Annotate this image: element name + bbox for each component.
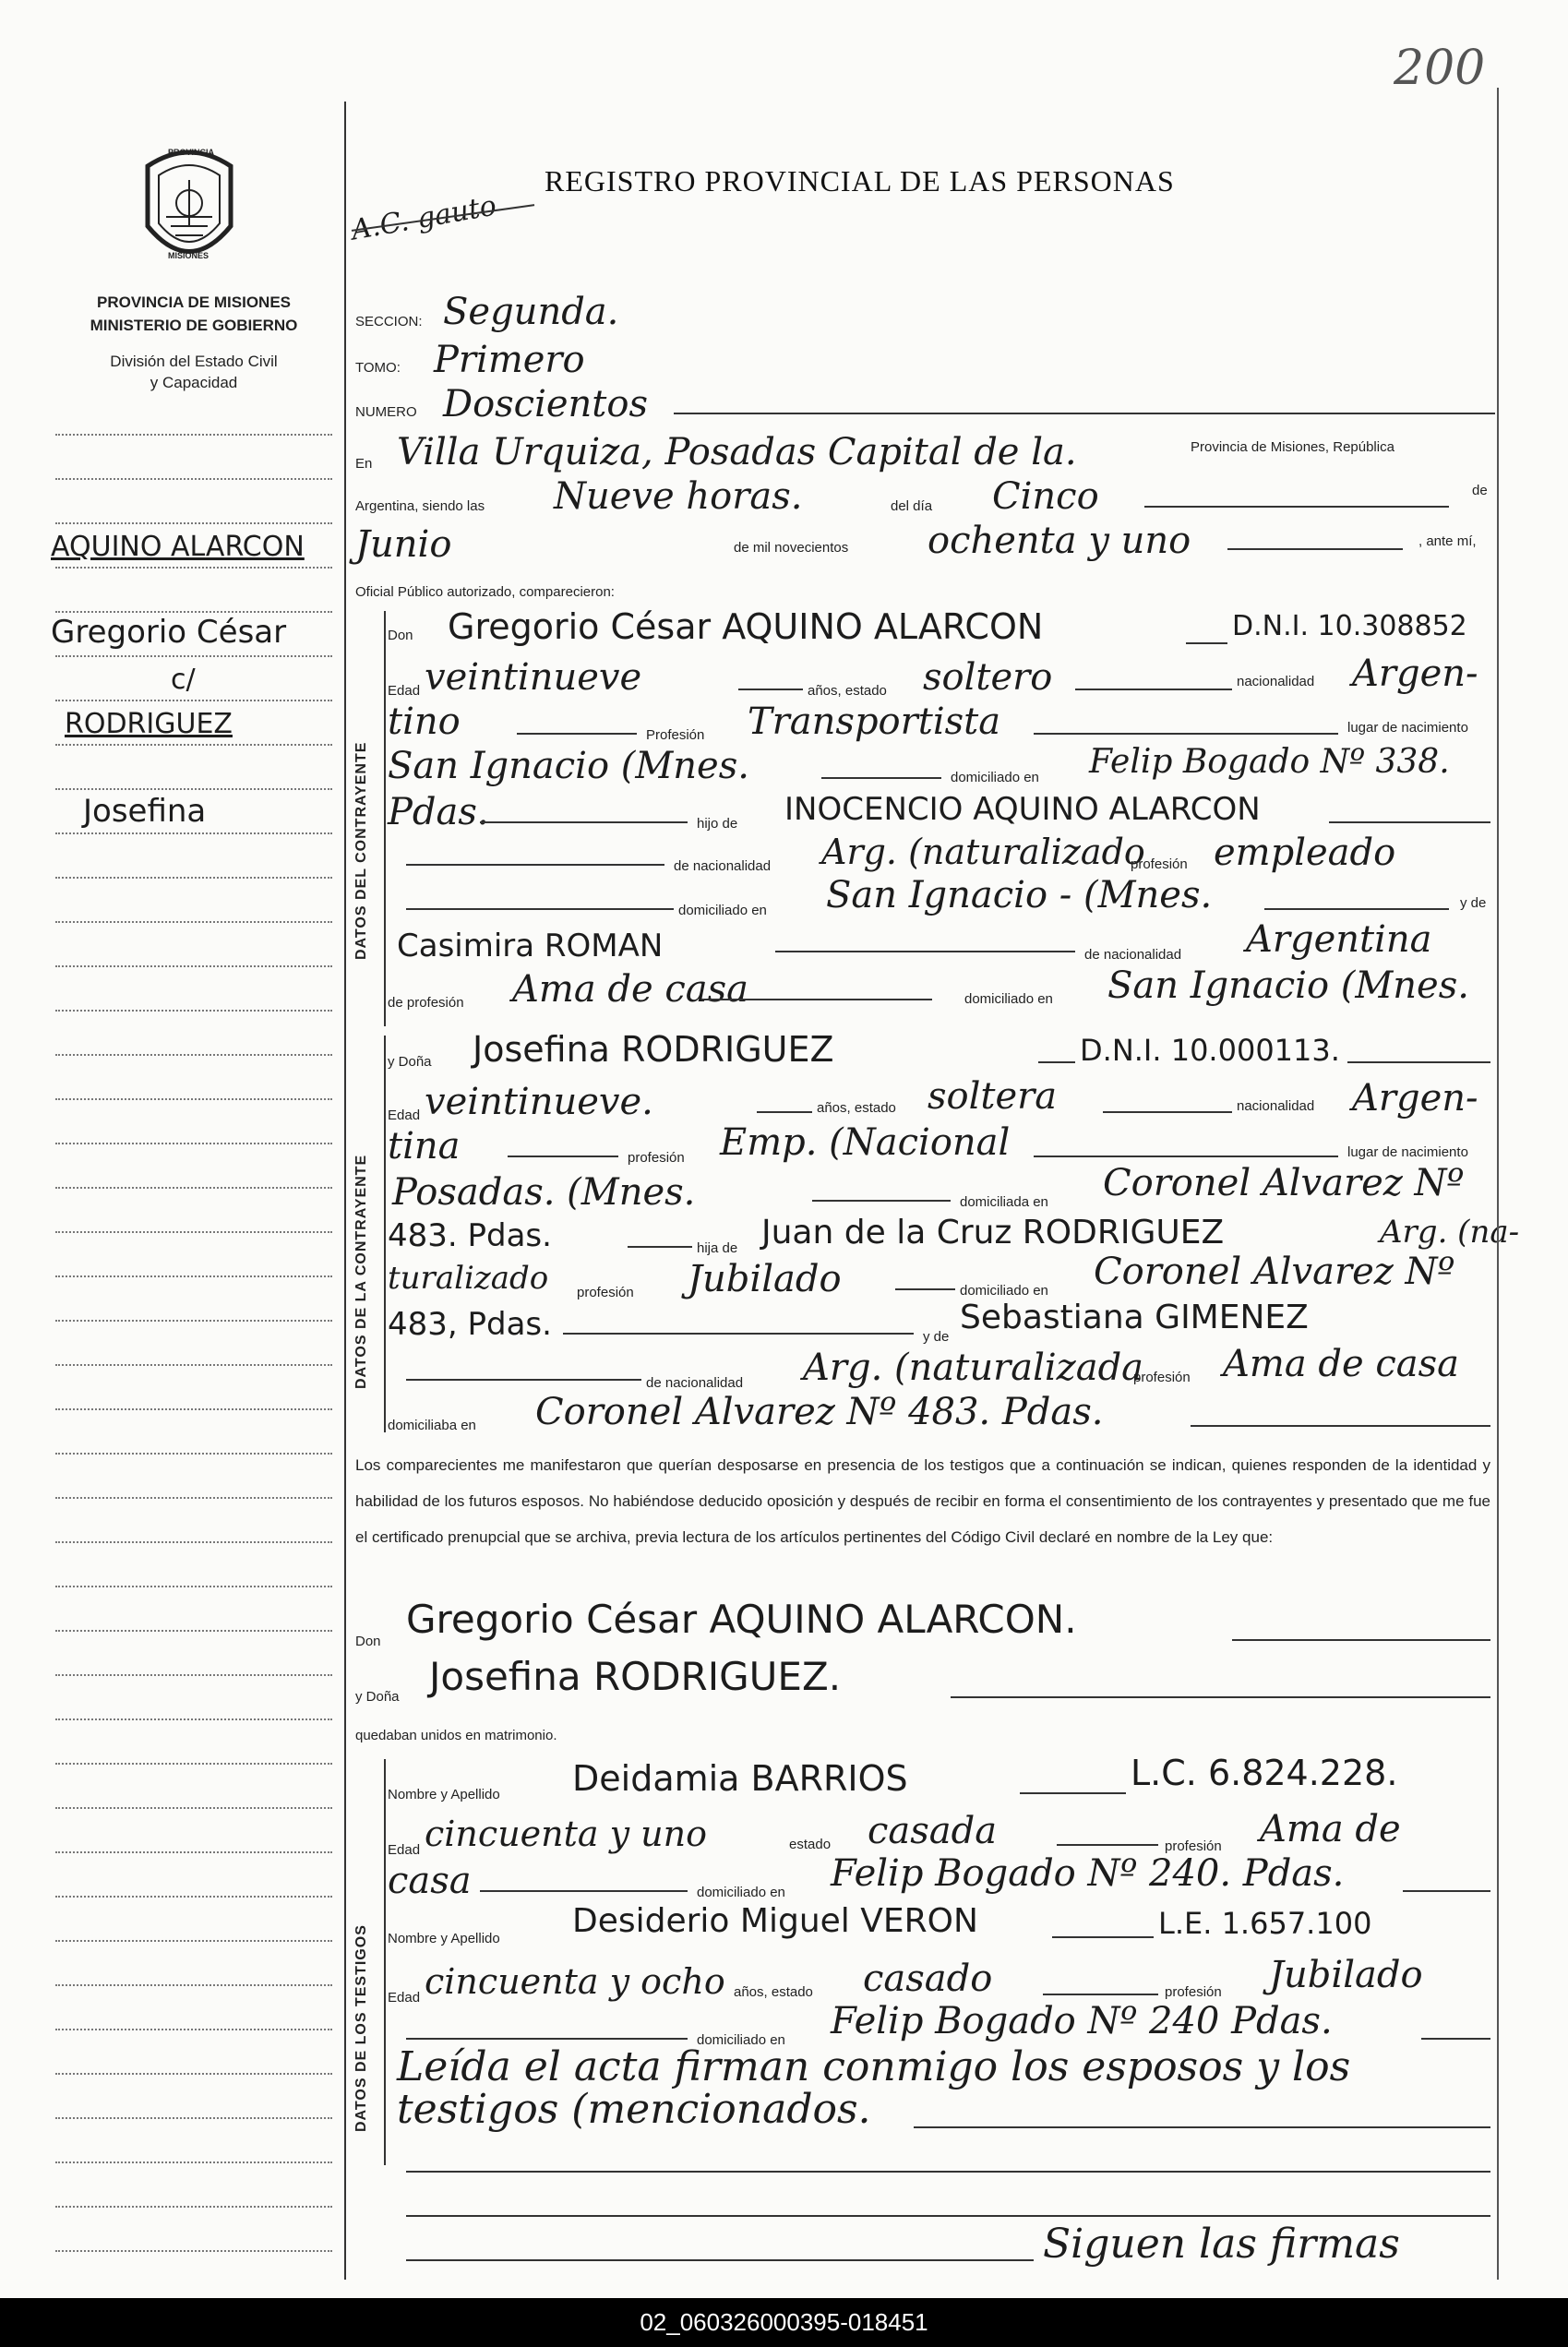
margin-rule [55, 1807, 332, 1809]
witness2-name: Desiderio Miguel VERON [572, 1902, 978, 1940]
margin-surname-2: RODRIGUEZ [65, 708, 233, 740]
groom-age: veintinueve [425, 656, 642, 699]
bride-y-de-label: y de [923, 1329, 950, 1345]
margin-rule [55, 1364, 332, 1366]
declaration-text: Los comparecientes me manifestaron que querían desposarse en presencia de los testigos que a continuación se indican, quienes responden de la identidad y habilidad de los futuros esposos. No habiéndose deducido oposición y después de recibir en forma el consentimiento de los contrayentes y presentado que me fue el certificado prenupcial que se archiva, previa lectura de los artículos pertinentes del Código Civil declaré en nombre de la Ley que: [355, 1456, 1490, 1546]
witness1-doc: L.C. 6.824.228. [1131, 1753, 1398, 1793]
groom-domicile: Felip Bogado Nº 338. [1089, 743, 1450, 781]
seccion-value: Segunda. [443, 291, 619, 333]
margin-rule [55, 1275, 332, 1277]
groom-mother: Casimira ROMAN [397, 928, 664, 964]
bride-anos-label: años, estado [817, 1100, 896, 1116]
bride-domicile-cont: 483. Pdas. [388, 1217, 552, 1254]
bride-dni: D.N.I. 10.000113. [1080, 1033, 1340, 1068]
margin-rule [55, 1763, 332, 1765]
ministry-name: MINISTERIO DE GOBIERNO [90, 317, 298, 334]
bride-mother-prof-label: profesión [1133, 1370, 1191, 1385]
witness1-domicile: Felip Bogado Nº 240. Pdas. [831, 1852, 1345, 1895]
margin-rule [55, 2161, 332, 2163]
witness1-profession: Ama de [1260, 1808, 1401, 1850]
groom-edad-label: Edad [388, 683, 421, 699]
year-label: de mil novecientos [734, 540, 849, 556]
witness2-doc: L.E. 1.657.100 [1158, 1906, 1372, 1941]
margin-rule [55, 744, 332, 746]
groom-mother-domicile: San Ignacio (Mnes. [1107, 964, 1469, 1007]
en-label: En [355, 456, 373, 472]
bride-father-domicile-cont: 483, Pdas. [388, 1306, 552, 1343]
declaration-bride: Josefina RODRIGUEZ. [429, 1654, 842, 1699]
groom-mother-profession: Ama de casa [512, 968, 748, 1011]
margin-rule [55, 832, 332, 834]
witnesses-section-label: DATOS DE LOS TESTIGOS [353, 1924, 369, 2132]
margin-rule [55, 478, 332, 480]
margin-rule [55, 1497, 332, 1499]
groom-name: Gregorio César AQUINO ALARCON [448, 606, 1044, 647]
margin-rule [55, 1187, 332, 1189]
groom-profession: Transportista [748, 701, 1001, 743]
witness1-estado: casada [868, 1810, 998, 1852]
margin-rule [55, 1054, 332, 1056]
bride-profession: Emp. (Nacional [720, 1121, 1011, 1164]
margin-rule [55, 1896, 332, 1898]
bride-father-dom-label: domiciliado en [960, 1283, 1048, 1299]
margin-rule [55, 567, 332, 569]
groom-father-dom-label: domiciliado en [678, 903, 767, 918]
groom-mother-prof-label: de profesión [388, 995, 464, 1011]
groom-father-nac-label: de nacionalidad [674, 858, 772, 874]
groom-birthplace: San Ignacio (Mnes. [388, 745, 749, 787]
bride-mother-nationality: Arg. (naturalizada [803, 1347, 1144, 1389]
margin-rule [55, 1320, 332, 1322]
groom-section-label: DATOS DEL CONTRAYENTE [353, 741, 369, 960]
margin-rule [55, 1010, 332, 1012]
ante-label: , ante mí, [1418, 533, 1477, 549]
margin-rule [55, 1718, 332, 1720]
margin-rule [55, 1453, 332, 1455]
hours-value: Nueve horas. [554, 475, 803, 518]
margin-rule [55, 1541, 332, 1543]
margin-rule [55, 965, 332, 967]
margin-rule [55, 522, 332, 524]
bride-father-nat: Arg. (na- [1380, 1214, 1520, 1251]
bride-mother-domicile: Coronel Alvarez Nº 483. Pdas. [535, 1391, 1104, 1433]
groom-nac-label: nacionalidad [1237, 674, 1315, 689]
month-value: Junio [355, 523, 452, 566]
margin-rule [55, 1674, 332, 1676]
groom-don-label: Don [388, 628, 413, 643]
registry-title: REGISTRO PROVINCIAL DE LAS PERSONAS [545, 164, 1175, 198]
witness2-age: cincuenta y ocho [425, 1961, 725, 2002]
margin-rule [55, 921, 332, 923]
bride-father-domicile: Coronel Alvarez Nº [1094, 1251, 1455, 1293]
margin-separator [344, 102, 346, 2280]
groom-estado: soltero [923, 656, 1053, 699]
bride-prof-label: profesión [628, 1150, 685, 1166]
witness-note-line-2: testigos (mencionados. [397, 2086, 871, 2133]
groom-y-de-label: y de [1460, 895, 1487, 911]
witness1-prof-label: profesión [1165, 1838, 1222, 1854]
groom-nationality-cont: tino [388, 701, 461, 743]
witness1-name: Deidamia BARRIOS [572, 1758, 908, 1799]
margin-rule [55, 1231, 332, 1233]
declaration-closing: quedaban unidos en matrimonio. [355, 1728, 557, 1743]
bride-mother-nac-label: de nacionalidad [646, 1375, 744, 1391]
witness2-dom-label: domiciliado en [697, 2032, 785, 2048]
witness1-estado-label: estado [789, 1837, 832, 1852]
margin-rule [55, 1984, 332, 1986]
groom-mother-nationality: Argentina [1246, 918, 1432, 961]
signatures-note: Siguen las firmas [1043, 2221, 1400, 2268]
seccion-label: SECCION: [355, 314, 423, 329]
tomo-value: Primero [434, 339, 585, 381]
groom-nationality: Argen- [1352, 653, 1478, 695]
bride-section-label: DATOS DE LA CONTRAYENTE [353, 1154, 369, 1389]
margin-rule [55, 1143, 332, 1144]
margin-given-2: Josefina [83, 793, 207, 830]
bride-lugar-label: lugar de nacimiento [1347, 1144, 1468, 1160]
margin-rule [55, 1586, 332, 1587]
province-label: Provincia de Misiones, República [1191, 439, 1394, 455]
bride-father-nat-cont: turalizado [388, 1260, 549, 1297]
tomo-label: TOMO: [355, 360, 401, 376]
witness1-age: cincuenta y uno [425, 1814, 708, 1854]
margin-rule [55, 1098, 332, 1100]
margin-rule [55, 2206, 332, 2208]
witness1-profession-cont: casa [388, 1860, 472, 1902]
bride-nac-label: nacionalidad [1237, 1098, 1315, 1114]
bride-nationality: Argen- [1352, 1077, 1478, 1120]
place-value: Villa Urquiza, Posadas Capital de la. [397, 431, 1077, 473]
groom-mother-dom-label: domiciliado en [964, 991, 1053, 1007]
witness2-label: Nombre y Apellido [388, 1931, 500, 1946]
seal-bottom-text: MISIONES [168, 251, 209, 260]
margin-rule [55, 1408, 332, 1410]
bride-dom-label: domiciliada en [960, 1194, 1048, 1210]
seal-top-text: PROVINCIA [168, 148, 215, 157]
provincial-seal-icon [129, 138, 249, 277]
witness2-domicile: Felip Bogado Nº 240 Pdas. [831, 2000, 1333, 2042]
bride-father: Juan de la Cruz RODRIGUEZ [761, 1214, 1225, 1251]
declaration-don-label: Don [355, 1634, 381, 1649]
bride-dona-label: y Doña [388, 1054, 432, 1070]
groom-anos-label: años, estado [808, 683, 887, 699]
margin-rule [55, 2073, 332, 2075]
bride-mother: Sebastiana GIMENEZ [960, 1299, 1309, 1336]
margin-rule [55, 877, 332, 879]
division-line-1: División del Estado Civil [110, 353, 278, 370]
bride-age: veintinueve. [425, 1081, 653, 1123]
witness2-edad-label: Edad [388, 1990, 421, 2006]
groom-dni: D.N.I. 10.308852 [1232, 610, 1467, 642]
groom-prof-label: Profesión [646, 727, 705, 743]
numero-label: NUMERO [355, 404, 417, 420]
witness-note-line-1: Leída el acta firman conmigo los esposos y los [397, 2043, 1351, 2090]
witness1-dom-label: domiciliado en [697, 1885, 785, 1900]
margin-rule [55, 611, 332, 613]
witness2-profession: Jubilado [1269, 1954, 1423, 1996]
official-label: Oficial Público autorizado, comparecieron: [355, 584, 615, 600]
margin-rule [55, 2250, 332, 2252]
margin-rule [55, 1940, 332, 1942]
registry-annotation: A.C. gauto [349, 189, 499, 247]
page-number: 200 [1394, 41, 1486, 96]
margin-rule [55, 1630, 332, 1632]
year-value: ochenta y uno [928, 520, 1191, 562]
bride-domicile: Coronel Alvarez Nº [1103, 1162, 1465, 1204]
bride-estado: soltera [928, 1075, 1058, 1118]
margin-connector: c/ [171, 664, 196, 696]
groom-lugar-label: lugar de nacimiento [1347, 720, 1468, 736]
bride-hija-label: hija de [697, 1240, 738, 1256]
witness2-estado-label: años, estado [734, 1984, 813, 2000]
margin-surname-1: AQUINO ALARCON [51, 531, 305, 563]
margin-given-1: Gregorio César [51, 614, 287, 651]
witness2-estado: casado [863, 1958, 993, 2000]
margin-rule [55, 2117, 332, 2119]
groom-dom-label: domiciliado en [951, 770, 1039, 785]
groom-father-profession: empleado [1214, 832, 1396, 874]
groom-domicile-cont: Pdas. [388, 791, 489, 833]
argentina-label: Argentina, siendo las [355, 498, 485, 514]
numero-value: Doscientos [443, 383, 648, 425]
bride-father-profession: Jubilado [688, 1258, 842, 1300]
groom-father-domicile: San Ignacio - (Mnes. [826, 874, 1213, 916]
witness2-prof-label: profesión [1165, 1984, 1222, 2000]
bride-nationality-cont: tina [388, 1125, 461, 1168]
witness1-label: Nombre y Apellido [388, 1787, 500, 1802]
margin-rule [55, 1851, 332, 1853]
groom-father: INOCENCIO AQUINO ALARCON [784, 791, 1261, 828]
margin-rule [55, 655, 332, 657]
groom-father-nationality: Arg. (naturalizado [821, 832, 1145, 872]
margin-rule [55, 700, 332, 701]
groom-mother-nac-label: de nacionalidad [1084, 947, 1182, 963]
footer-image-id: 02_060326000395-018451 [0, 2298, 1568, 2347]
bride-father-prof-label: profesión [577, 1285, 634, 1300]
bride-birthplace: Posadas. (Mnes. [392, 1171, 696, 1214]
bride-mother-dom-label: domiciliaba en [388, 1418, 476, 1433]
groom-hijo-label: hijo de [697, 816, 738, 832]
day-value: Cinco [992, 475, 1099, 518]
margin-rule [55, 2029, 332, 2030]
bride-name: Josefina RODRIGUEZ [473, 1029, 834, 1070]
day-label: del día [891, 498, 933, 514]
declaration-dona-label: y Doña [355, 1689, 400, 1705]
division-line-2: y Capacidad [150, 374, 238, 391]
margin-rule [55, 434, 332, 436]
groom-father-prof-label: profesión [1131, 856, 1188, 872]
province-name: PROVINCIA DE MISIONES [96, 293, 291, 311]
witness1-edad-label: Edad [388, 1842, 421, 1858]
bride-edad-label: Edad [388, 1108, 421, 1123]
declaration-groom: Gregorio César AQUINO ALARCON. [406, 1597, 1077, 1642]
form-right-border [1497, 88, 1499, 2280]
de-label: de [1472, 483, 1488, 498]
margin-rule [55, 788, 332, 790]
bride-mother-profession: Ama de casa [1223, 1343, 1459, 1385]
